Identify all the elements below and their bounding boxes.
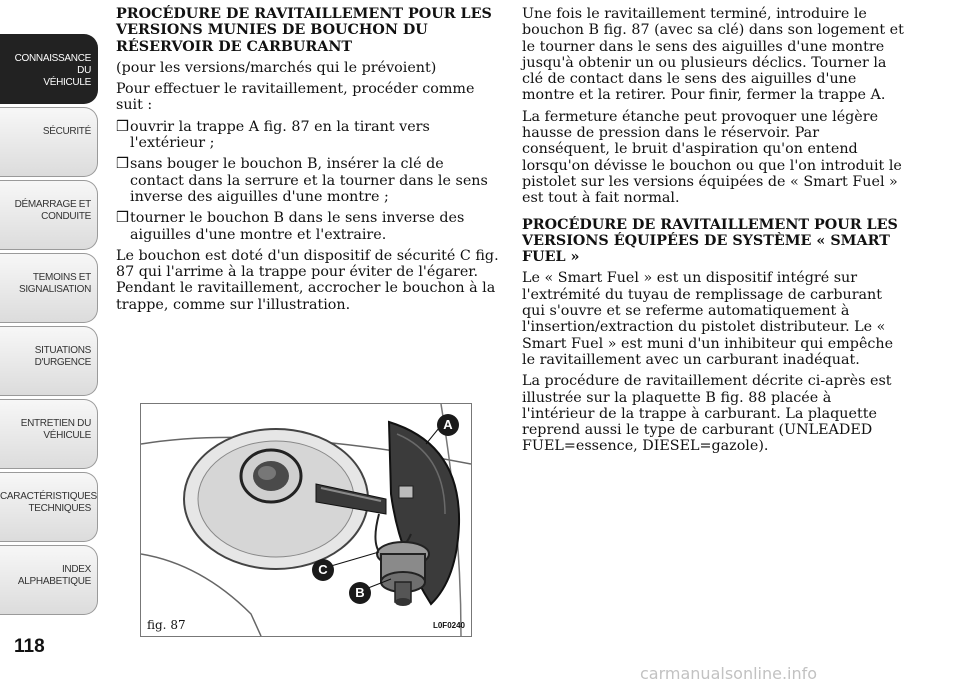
section-heading: PROCÉDURE DE RAVITAILLEMENT POUR LES VERSIONS ÉQUIPÉES DE SYSTÈME « SMART FUEL »	[522, 216, 898, 266]
list-item-text: ouvrir la trappe A fig. 87 en la tirant vers l'extérieur ;	[130, 118, 430, 152]
tab-label-line1: INDEX	[61, 564, 91, 575]
list-item	[116, 119, 500, 152]
tab-label-line2: VÉHICULE	[43, 77, 91, 88]
tab-temoins-et-signalisation[interactable]	[0, 253, 98, 323]
tab-label-line2: CONDUITE	[41, 211, 91, 222]
figure-caption: fig. 87	[147, 618, 186, 632]
tab-entretien-du-vehicule[interactable]	[0, 399, 98, 469]
tab-connaissance-du-vehicule[interactable]	[0, 34, 98, 104]
callout-c: C	[312, 559, 334, 581]
body-paragraph: Le bouchon est doté d'un dispositif de sécurité C fig. 87 qui l'arrime à la trappe pour éviter de l'égarer. Pendant le ravitaillement, accrocher le bouchon à la trappe, comme sur l'illustration.	[116, 247, 499, 313]
tab-situations-d-urgence[interactable]	[0, 326, 98, 396]
body-paragraph: La procédure de ravitaillement décrite ci-après est illustrée sur la plaquette B fig. 88 placée à l'intérieur de la trappe à carburant. La plaquette reprend aussi le type de carburant (UNLEADED FUEL=essence, DIESEL=gazole).	[522, 373, 892, 455]
intro-paragraph: Pour effectuer le ravitaillement, procéder comme suit :	[116, 81, 475, 114]
tab-label-line1: CARACTÉRISTIQUES	[0, 491, 97, 502]
checkbox-bullet-icon: ❒	[116, 118, 129, 135]
body-paragraph: La fermeture étanche peut provoquer une légère hausse de pression dans le réservoir. Par conséquent, le bruit d'aspiration qu'on entend lorsqu'on dévisse le bouchon ou que l'on introduit le pistolet sur les versions équipées de « Smart Fuel » est tout à fait normal.	[522, 108, 902, 207]
tab-label-line1: CONNAISSANCE DU	[14, 53, 91, 76]
list-item-text: sans bouger le bouchon B, insérer la clé de contact dans la serrure et la tourner dans le sens inverse des aiguilles d'une montre ;	[130, 156, 488, 205]
tab-label-line2: SIGNALISATION	[18, 284, 91, 295]
right-column	[522, 6, 906, 460]
body-paragraph: Le « Smart Fuel » est un dispositif intégré sur l'extrémité du tuyau de remplissage de carburant qui s'ouvre et se referme automatiquement à l'insertion/extraction du pistolet distributeur. Le « Smart Fuel » est muni d'un inhibiteur qui empêche le ravitaillement avec un carburant inadéquat.	[522, 270, 894, 368]
watermark-text: carmanualsonline.info	[640, 664, 818, 683]
tab-caracteristiques-techniques[interactable]	[0, 472, 98, 542]
tab-index-alphabetique[interactable]	[0, 545, 98, 615]
tab-label-line2: ALPHABETIQUE	[17, 576, 91, 587]
fuel-cap-illustration	[141, 404, 471, 636]
body-paragraph: Une fois le ravitaillement terminé, introduire le bouchon B fig. 87 (avec sa clé) dans son logement et le tourner dans le sens des aiguilles d'une montre jusqu'à obtenir un ou plusieurs déclics. Tourner la clé de contact dans le sens des aiguilles d'une montre et la retirer. Pour finir, fermer la trappe A.	[522, 6, 904, 104]
list-item	[116, 210, 500, 243]
section-subheading: (pour les versions/marchés qui le prévoient)	[116, 59, 437, 76]
tab-label-line2: VÉHICULE	[43, 430, 91, 441]
section-heading: PROCÉDURE DE RAVITAILLEMENT POUR LES VERSIONS MUNIES DE BOUCHON DU RÉSERVOIR DE CARBURANT	[116, 6, 492, 55]
list-item	[116, 156, 500, 205]
page-number: 118	[14, 636, 45, 657]
tab-demarrage-et-conduite[interactable]	[0, 180, 98, 250]
tab-label-line1: DÉMARRAGE ET	[14, 199, 91, 210]
callout-b: B	[349, 582, 371, 604]
figure-code: L0F0240	[432, 621, 465, 630]
checkbox-bullet-icon: ❒	[116, 156, 129, 173]
tab-securite[interactable]	[0, 107, 98, 177]
callout-a: A	[437, 414, 459, 436]
list-item-text: tourner le bouchon B dans le sens inverse des aiguilles d'une montre et l'extraire.	[130, 210, 465, 243]
left-column	[116, 6, 500, 318]
tab-label-line2: TECHNIQUES	[28, 503, 91, 514]
tab-label-line1: SÉCURITÉ	[42, 126, 91, 137]
tab-label-line1: ENTRETIEN DU	[20, 418, 91, 429]
tab-label-line2: D'URGENCE	[34, 357, 91, 368]
tab-label-line1: SITUATIONS	[34, 345, 91, 356]
checkbox-bullet-icon: ❒	[116, 210, 129, 227]
tab-label-line1: TEMOINS ET	[32, 272, 91, 283]
figure-87	[140, 403, 472, 637]
